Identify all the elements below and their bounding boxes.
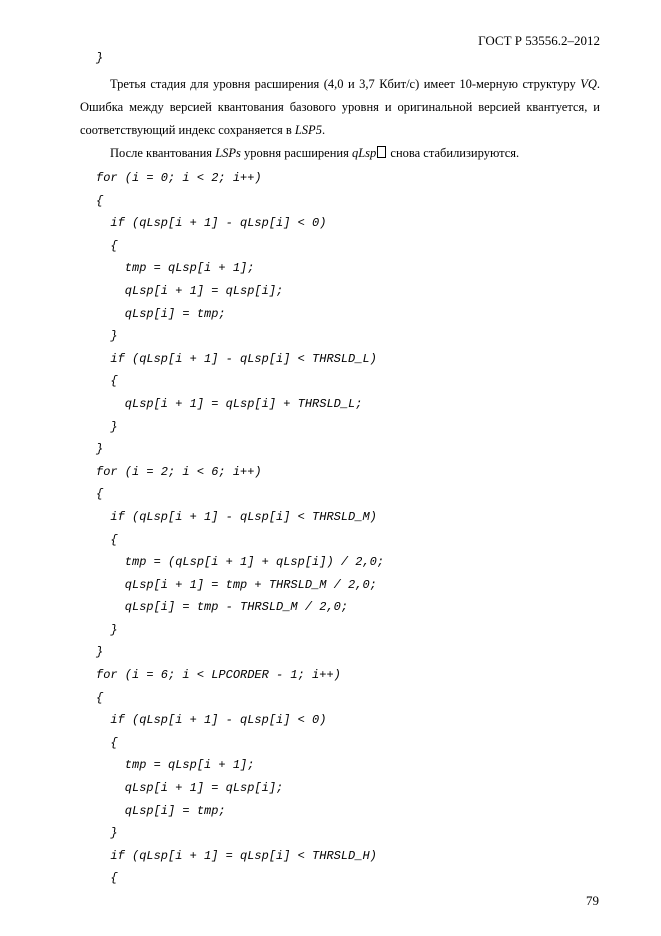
code-line: qLsp[i] = tmp - THRSLD_M / 2,0; (96, 600, 349, 615)
code-line: { (96, 374, 118, 389)
vq-term: VQ (580, 77, 597, 91)
code-line: qLsp[i] = tmp; (96, 306, 226, 321)
page-number: 79 (586, 893, 599, 908)
code-line: if (qLsp[i + 1] = qLsp[i] < THRSLD_H) (96, 848, 377, 863)
code-line: for (i = 6; i < LPCORDER - 1; i++) (96, 668, 341, 683)
code-line: tmp = qLsp[i + 1]; (96, 261, 255, 276)
missing-glyph-box (377, 146, 386, 158)
code-line: } (96, 622, 118, 637)
code-line: if (qLsp[i + 1] - qLsp[i] < THRSLD_M) (96, 509, 377, 524)
code-line: { (96, 487, 104, 502)
code-line: } (96, 442, 104, 457)
code-line: qLsp[i + 1] = qLsp[i]; (96, 283, 284, 298)
code-line: qLsp[i + 1] = qLsp[i] + THRSLD_L; (96, 396, 363, 411)
code-line: if (qLsp[i + 1] - qLsp[i] < THRSLD_L) (96, 351, 377, 366)
code-line: tmp = (qLsp[i + 1] + qLsp[i]) / 2,0; (96, 555, 385, 570)
lsps-term: LSPs (215, 146, 241, 160)
code-line: tmp = qLsp[i + 1]; (96, 758, 255, 773)
code-line: { (96, 193, 104, 208)
paragraph-third-stage: Третья стадия для уровня расширения (4,0 и 3,7 Кбит/с) имеет 10-мерную структуру VQ. Ошибка между версией квантования базового уровня и оригинальной версией квантуется, и соответствующий индекс сохраняется в LSP5. (80, 77, 600, 137)
code-line: { (96, 871, 118, 886)
closing-brace: } (96, 51, 104, 65)
code-line: } (96, 329, 118, 344)
code-line: } (96, 419, 118, 434)
code-line: } (96, 826, 118, 841)
lsp5-term: LSP5 (294, 123, 322, 137)
code-line: { (96, 690, 104, 705)
code-listing (96, 167, 384, 890)
code-line: { (96, 532, 118, 547)
prose-block (80, 73, 600, 165)
code-line: } (96, 645, 104, 660)
code-line: if (qLsp[i + 1] - qLsp[i] < 0) (96, 713, 327, 728)
code-line: for (i = 2; i < 6; i++) (96, 464, 262, 479)
code-line: if (qLsp[i + 1] - qLsp[i] < 0) (96, 216, 327, 231)
code-line: qLsp[i] = tmp; (96, 803, 226, 818)
code-line: qLsp[i + 1] = qLsp[i]; (96, 781, 284, 796)
document-header: ГОСТ Р 53556.2–2012 (478, 33, 600, 48)
qlsp-term: qLsp (351, 146, 377, 160)
code-line: { (96, 735, 118, 750)
code-line: for (i = 0; i < 2; i++) (96, 171, 262, 185)
code-line: { (96, 238, 118, 253)
paragraph-after-quantization: После квантования LSPs уровня расширения qLsp снова стабилизируются. (110, 146, 520, 160)
code-line: qLsp[i + 1] = tmp + THRSLD_M / 2,0; (96, 577, 377, 592)
